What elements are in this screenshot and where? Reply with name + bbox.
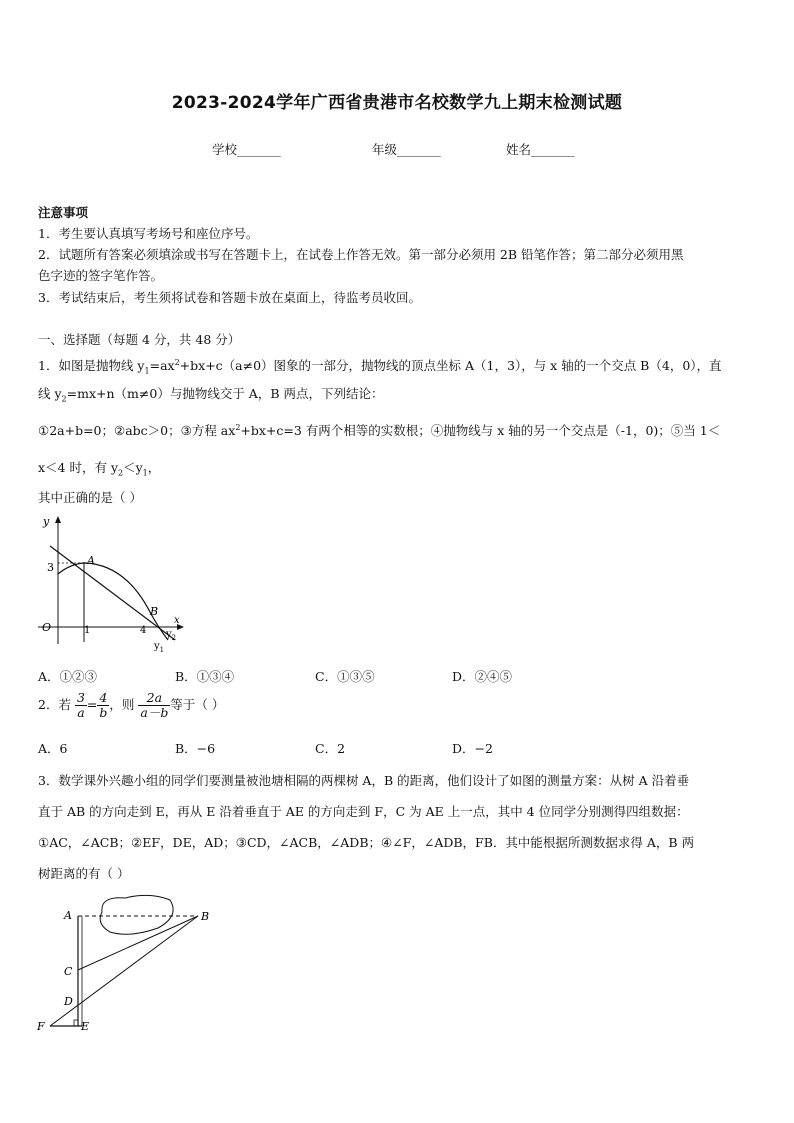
page-title: 2023-2024学年广西省贵港市名校数学九上期末检测试题 <box>171 93 623 113</box>
q1-line-2: 线 $y_2=mx+n(m\ne 0)$与抛物线交于 A，B 两点，下列结论： <box>38 386 384 404</box>
q1-line-1: 1．如图是抛物线 $y_1=ax^2+bx+c(a\ne 0)$图象的一部分，抛物线的顶点坐标 A（1，3），与 x 轴的一个交点 B（4，0），直 <box>38 357 722 376</box>
label-a: A <box>64 909 72 922</box>
label-f: F <box>37 1020 45 1033</box>
notice-heading: 注意事项 <box>38 205 89 220</box>
q3-line-4: 树距离的有（ ） <box>38 866 130 881</box>
label-c: C <box>64 965 73 978</box>
notice-item-2: 2．试题所有答案必须填涂或书写在答题卡上，在试卷上作答无效。第一部分必须用 2B 铅笔作答；第二部分必须用黑 <box>38 247 684 262</box>
q1-line-5: 其中正确的是（ ） <box>38 490 142 505</box>
y2-label: $y_2$ <box>166 629 177 642</box>
x-label: x <box>174 615 180 626</box>
label-b: B <box>201 910 210 923</box>
q3-figure <box>30 888 220 1038</box>
q2-stem: 2．若 $\frac{3}{a}$ = $\frac{4}{b}$ ，则 $\frac{2a}{a-b}$ 等于（ ） <box>38 690 225 720</box>
q3-line-3: ①AC，∠ACB；②EF，DE，AD；③CD，∠ACB，∠ADB；④∠F，∠ADB，FB．其中能根据所测数据求得 A，B 两 <box>38 835 695 850</box>
section-heading: 一、选择题（每题 4 分，共 48 分） <box>38 332 241 347</box>
q2-option-c[interactable]: C．2 <box>315 741 346 756</box>
line-y2 <box>50 546 175 640</box>
pond-outline <box>100 895 173 934</box>
x-tick-4: 4 <box>140 625 147 636</box>
q1-option-b[interactable]: B．①③④ <box>175 669 235 684</box>
segment-cb <box>78 916 198 970</box>
label-d: D <box>64 995 73 1008</box>
q2-fraction-3: $\frac{2a}{a-b}$ <box>140 690 169 720</box>
q1-line-3: ①2a+b=0；②abc＞0；③方程 $ax^2+bx+c=3$ 有两个相等的实数根；④抛物线与 x 轴的另一个交点是（-1，0)；⑤当 1＜ <box>38 422 721 438</box>
q3-line-2: 直于 AB 的方向走到 E，再从 E 沿着垂直于 AE 的方向走到 F，C 为 AE 上一点，其中 4 位同学分别测得四组数据： <box>38 804 689 819</box>
q2-option-d[interactable]: D．−2 <box>452 741 493 756</box>
q1-option-d[interactable]: D．②④⑤ <box>452 669 513 684</box>
notice-item-1: 1．考生要认真填写考场号和座位序号。 <box>38 226 259 241</box>
name-field: 姓名_______ <box>506 142 575 157</box>
q1-option-a[interactable]: A．①②③ <box>38 669 98 684</box>
y-label: y <box>43 515 50 528</box>
notice-item-3: 3．考试结束后，考生须将试卷和答题卡放在桌面上，待监考员收回。 <box>38 290 421 305</box>
q1-graph <box>30 512 190 657</box>
q1-option-c[interactable]: C．①③⑤ <box>315 669 375 684</box>
q2-fraction-1: $\frac{3}{a}$ <box>76 690 85 720</box>
label-e: E <box>81 1020 90 1033</box>
point-b-label: B <box>150 605 159 618</box>
q2-option-a[interactable]: A．6 <box>38 741 68 756</box>
grade-field: 年级_______ <box>372 142 441 157</box>
origin-label: O <box>42 621 52 634</box>
notice-item-2-cont: 色字迹的签字笔作答。 <box>38 268 164 283</box>
parabola-curve <box>58 563 168 640</box>
y1-label: $y_1$ <box>154 641 165 654</box>
q1-line-4: x＜4 时，有 $y_2<y_1$， <box>38 460 161 478</box>
x-tick-1: 1 <box>84 625 91 636</box>
school-field: 学校_______ <box>212 142 281 157</box>
y-tick-label: 3 <box>47 561 54 574</box>
q2-option-b[interactable]: B．−6 <box>175 741 216 756</box>
y-axis-arrow <box>55 516 61 523</box>
q3-line-1: 3．数学课外兴趣小组的同学们要测量被池塘相隔的两棵树 A，B 的距离，他们设计了如图的测量方案：从树 A 沿着垂 <box>38 773 690 788</box>
point-a-label: A <box>87 554 95 567</box>
q2-fraction-2: $\frac{4}{b}$ <box>99 690 108 720</box>
